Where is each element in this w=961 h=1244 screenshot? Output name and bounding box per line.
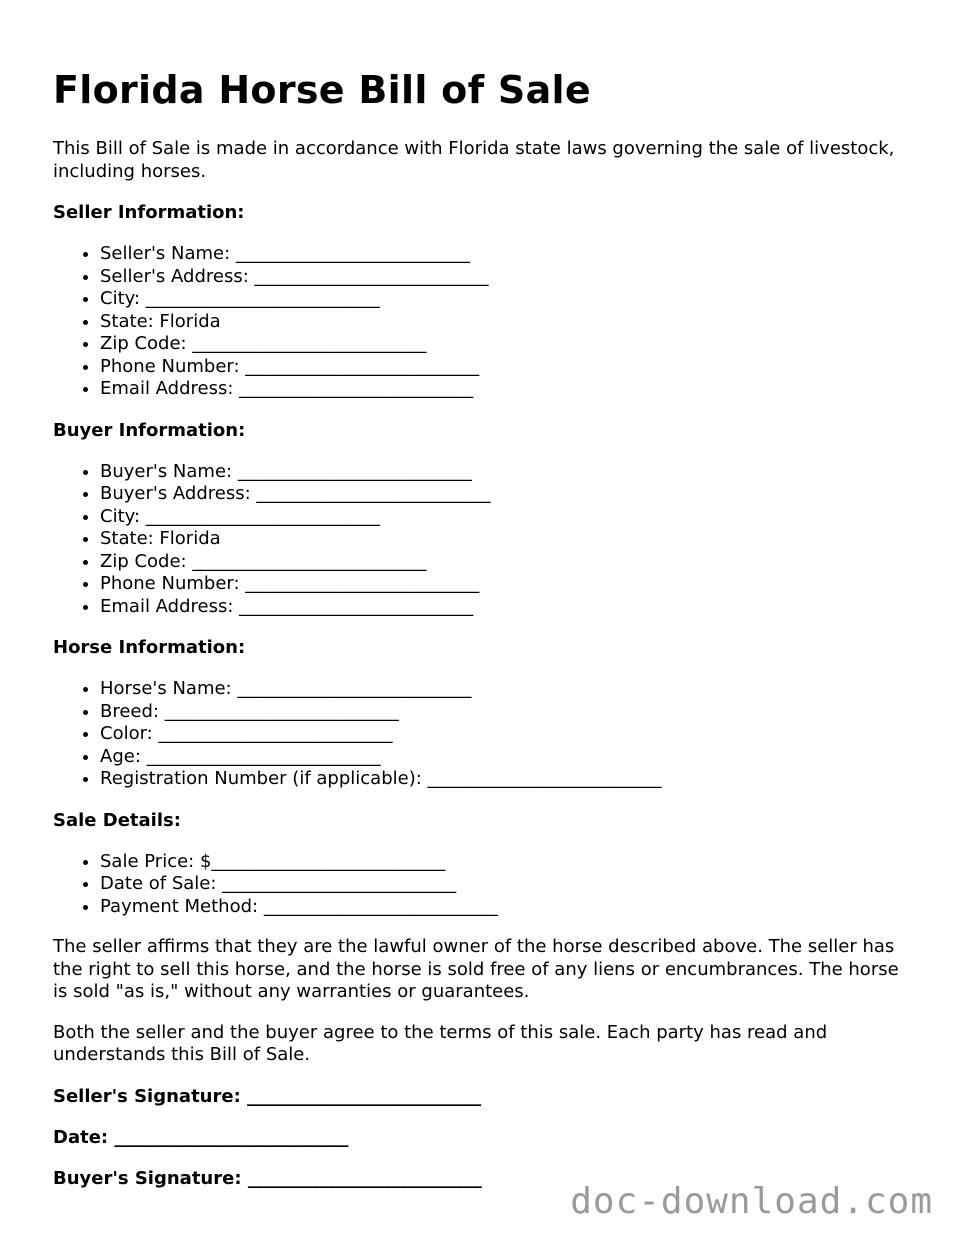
buyer-signature-label: Buyer's Signature: (53, 1167, 242, 1189)
horse-color-field[interactable]: • Color: __________________________ (100, 723, 913, 746)
sale-date-field[interactable]: • Date of Sale: __________________________ (100, 873, 913, 896)
buyer-city-field[interactable]: • City: __________________________ (100, 506, 913, 529)
buyer-signature-blank[interactable]: __________________________ (247, 1167, 482, 1189)
seller-info-list (53, 243, 913, 401)
seller-email-field[interactable]: • Email Address: __________________________ (100, 378, 913, 401)
buyer-zip-field[interactable]: • Zip Code: __________________________ (100, 551, 913, 574)
buyer-email-field[interactable]: • Email Address: __________________________ (100, 596, 913, 619)
seller-address-field[interactable]: • Seller's Address: __________________________ (100, 266, 913, 289)
seller-zip-field[interactable]: • Zip Code: __________________________ (100, 333, 913, 356)
horse-age-field[interactable]: • Age: __________________________ (100, 746, 913, 769)
buyer-address-field[interactable]: • Buyer's Address: __________________________ (100, 483, 913, 506)
date-signature-line[interactable] (53, 1126, 913, 1149)
sale-details-list (53, 851, 913, 919)
seller-phone-field[interactable]: • Phone Number: __________________________ (100, 356, 913, 379)
seller-name-field[interactable]: • Seller's Name: __________________________ (100, 243, 913, 266)
affirmation-paragraph: The seller affirms that they are the lawful owner of the horse described above. The seller has the right to sell this horse, and the horse is sold free of any liens or encumbrances. The horse is sold "as is," without any warranties or guarantees. (53, 936, 899, 1002)
seller-city-field[interactable]: • City: __________________________ (100, 288, 913, 311)
sale-section-heading: Sale Details: (53, 809, 181, 831)
payment-method-field[interactable]: • Payment Method: __________________________ (100, 896, 913, 919)
date-blank[interactable]: __________________________ (114, 1126, 349, 1148)
horse-section-heading: Horse Information: (53, 637, 246, 658)
seller-signature-label: Seller's Signature: (53, 1085, 241, 1107)
seller-state-field: • State: Florida (100, 311, 913, 334)
buyer-info-list (53, 461, 913, 619)
seller-section-heading: Seller Information: (53, 202, 245, 223)
date-label: Date: (53, 1126, 109, 1148)
horse-breed-field[interactable]: • Breed: __________________________ (100, 701, 913, 724)
agreement-paragraph: Both the seller and the buyer agree to the terms of this sale. Each party has read and understands this Bill of Sale. (53, 1021, 828, 1065)
buyer-name-field[interactable]: • Buyer's Name: __________________________ (100, 461, 913, 484)
horse-registration-field[interactable]: • Registration Number (if applicable): __________________________ (100, 768, 913, 791)
intro-paragraph: This Bill of Sale is made in accordance with Florida state laws governing the sale of livestock, including horses. (53, 138, 895, 182)
buyer-state-field: • State: Florida (100, 528, 913, 551)
seller-signature-line[interactable] (53, 1085, 913, 1108)
horse-name-field[interactable]: • Horse's Name: __________________________ (100, 678, 913, 701)
sale-price-field[interactable]: • Sale Price: $__________________________ (100, 851, 913, 874)
watermark: doc-download.com (570, 1181, 933, 1222)
document-title: Florida Horse Bill of Sale (53, 68, 591, 112)
seller-signature-blank[interactable]: __________________________ (247, 1085, 482, 1107)
buyer-section-heading: Buyer Information: (53, 419, 246, 441)
horse-info-list (53, 678, 913, 791)
document-page (53, 62, 913, 1190)
buyer-phone-field[interactable]: • Phone Number: __________________________ (100, 573, 913, 596)
